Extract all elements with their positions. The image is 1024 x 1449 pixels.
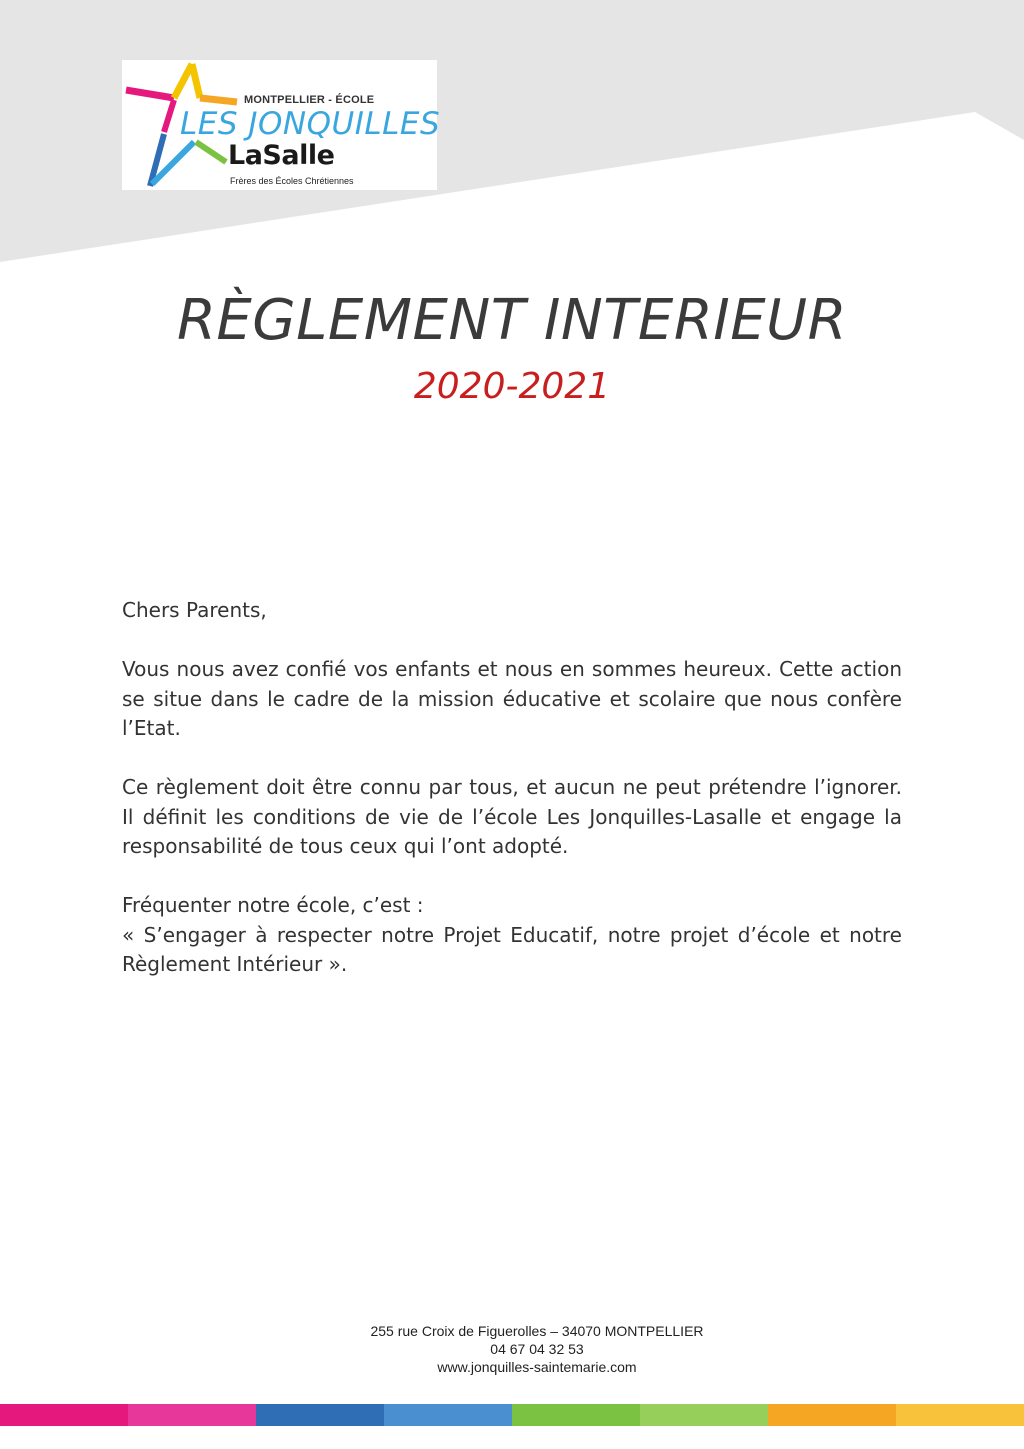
paragraph-1: Vous nous avez confié vos enfants et nous en sommes heureux. Cette action se situe dans le cadre de la mission éducative et scolaire que nous confère l’Etat.	[122, 657, 902, 740]
logo-brand: LaSalle	[228, 140, 335, 171]
letter-body	[122, 596, 902, 1009]
document-title: RÈGLEMENT INTERIEUR	[176, 288, 848, 353]
closing-intro: Fréquenter notre école, c’est :	[122, 893, 424, 917]
logo-school-name: LES JONQUILLES	[180, 106, 441, 142]
strip-segment	[896, 1404, 1024, 1426]
footer-website: www.jonquilles-saintemarie.com	[437, 1359, 637, 1375]
school-logo	[122, 60, 441, 190]
strip-segment	[512, 1404, 640, 1426]
closing-quote: « S’engager à respecter notre Projet Educatif, notre projet d’école et notre Règlement Intérieur ».	[122, 922, 902, 976]
strip-segment	[768, 1404, 896, 1426]
strip-segment	[0, 1404, 128, 1426]
footer-phone: 04 67 04 32 53	[490, 1341, 584, 1357]
logo-top-line: MONTPELLIER - ÉCOLE	[244, 94, 375, 106]
footer-address: 255 rue Croix de Figuerolles – 34070 MONTPELLIER	[370, 1323, 704, 1339]
document-year: 2020-2021	[413, 366, 611, 407]
strip-segment	[128, 1404, 256, 1426]
strip-segment	[256, 1404, 384, 1426]
logo-tagline: Frères des Écoles Chrétiennes	[230, 176, 354, 186]
strip-segment	[640, 1404, 768, 1426]
strip-segment	[384, 1404, 512, 1426]
greeting: Chers Parents,	[122, 598, 267, 622]
footer-color-strip	[0, 1404, 1024, 1426]
paragraph-2: Ce règlement doit être connu par tous, et aucun ne peut prétendre l’ignorer. Il définit les conditions de vie de l’école Les Jonquilles-Lasalle et engage la responsabilité de tous ceux qui l’ont adopté.	[122, 775, 902, 858]
footer-contact	[0, 1322, 1024, 1376]
